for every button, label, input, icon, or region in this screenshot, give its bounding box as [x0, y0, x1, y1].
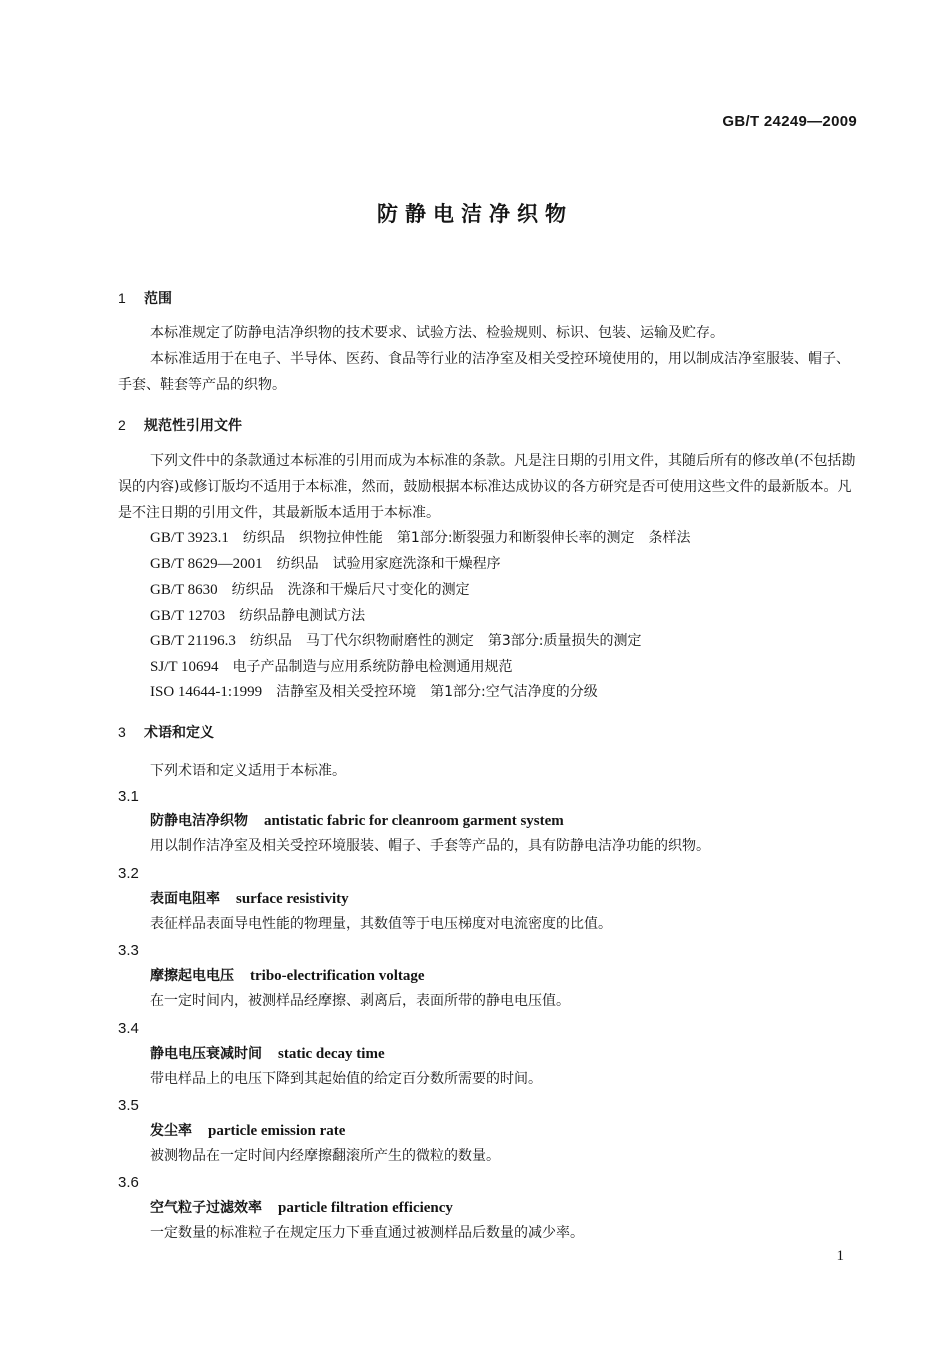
section-title: 规范性引用文件	[144, 418, 242, 434]
term-heading	[150, 1195, 857, 1221]
reference-item	[150, 679, 857, 705]
reference-item	[150, 654, 857, 680]
reference-code: GB/T 12703	[150, 608, 226, 624]
term-number: 3.5	[118, 1097, 139, 1114]
term-zh: 发尘率	[150, 1123, 192, 1139]
section-number: 2	[118, 417, 126, 433]
page-number: 1	[836, 1248, 844, 1264]
section-number: 3	[118, 724, 126, 740]
section-1-heading	[118, 285, 857, 312]
standard-code: GB/T 24249—2009	[722, 113, 857, 130]
term-heading	[150, 963, 857, 989]
term-zh: 静电电压衰减时间	[150, 1046, 262, 1062]
term-definition: 在一定时间内，被测样品经摩擦、剥离后，表面所带的静电电压值。	[150, 993, 570, 1009]
term-zh: 表面电阻率	[150, 891, 220, 907]
term-heading	[150, 1118, 857, 1144]
term-definition: 用以制作洁净室及相关受控环境服装、帽子、手套等产品的，具有防静电洁净功能的织物。	[150, 838, 710, 854]
term-en: antistatic fabric for cleanroom garment system	[264, 813, 564, 829]
term-number: 3.3	[118, 942, 139, 959]
section-number: 1	[118, 290, 126, 306]
reference-title: 电子产品制造与应用系统防静电检测通用规范	[232, 659, 513, 675]
reference-title: 纺织品静电测试方法	[239, 608, 366, 624]
term-number: 3.2	[118, 865, 139, 882]
term-definition: 表征样品表面导电性能的物理量，其数值等于电压梯度对电流密度的比值。	[150, 916, 612, 932]
paragraph: 下列文件中的条款通过本标准的引用而成为本标准的条款。凡是注日期的引用文件，其随后所有的修改单(不包括勘误的内容)或修订版均不适用于本标准，然而，鼓励根据本标准达成协议的各方研究是否可使用这些文件的最新版本。凡是不注日期的引用文件，其最新版本适用于本标准。	[118, 453, 856, 521]
term-number: 3.4	[118, 1020, 139, 1037]
term-en: tribo-electrification voltage	[250, 968, 425, 984]
term-zh: 防静电洁净织物	[150, 813, 248, 829]
term-zh: 空气粒子过滤效率	[150, 1200, 262, 1216]
reference-item	[150, 551, 857, 577]
reference-item	[150, 525, 857, 551]
reference-code: GB/T 8629—2001	[150, 556, 263, 572]
term-en: particle emission rate	[208, 1123, 346, 1139]
reference-item	[150, 603, 857, 629]
section-2-heading	[118, 412, 857, 439]
term-number: 3.6	[118, 1174, 139, 1191]
term-heading	[150, 886, 857, 912]
paragraph: 本标准适用于在电子、半导体、医药、食品等行业的洁净室及相关受控环境使用的，用以制成洁净室服装、帽子、手套、鞋套等产品的织物。	[118, 351, 850, 393]
section-title: 术语和定义	[144, 725, 214, 741]
term-en: static decay time	[278, 1046, 385, 1062]
reference-title: 洁静室及相关受控环境 第1部分:空气洁净度的分级	[276, 684, 598, 700]
section-3-heading	[118, 719, 857, 746]
term-heading	[150, 808, 857, 834]
term-definition: 被测物品在一定时间内经摩擦翻滚所产生的微粒的数量。	[150, 1148, 500, 1164]
reference-item	[150, 577, 857, 603]
reference-code: ISO 14644-1:1999	[150, 684, 263, 700]
term-heading	[150, 1041, 857, 1067]
reference-code: GB/T 8630	[150, 582, 218, 598]
term-zh: 摩擦起电电压	[150, 968, 234, 984]
paragraph: 本标准规定了防静电洁净织物的技术要求、试验方法、检验规则、标识、包装、运输及贮存。	[150, 325, 724, 341]
reference-title: 纺织品 试验用家庭洗涤和干燥程序	[276, 556, 501, 572]
reference-item	[150, 628, 857, 654]
document-title: 防静电洁净织物	[377, 202, 573, 226]
term-number: 3.1	[118, 788, 139, 805]
term-definition: 带电样品上的电压下降到其起始值的给定百分数所需要的时间。	[150, 1071, 542, 1087]
reference-code: GB/T 3923.1	[150, 530, 229, 546]
term-definition: 一定数量的标准粒子在规定压力下垂直通过被测样品后数量的减少率。	[150, 1225, 584, 1241]
reference-code: GB/T 21196.3	[150, 633, 236, 649]
term-en: surface resistivity	[236, 891, 349, 907]
paragraph: 下列术语和定义适用于本标准。	[150, 763, 346, 779]
reference-title: 纺织品 织物拉伸性能 第1部分:断裂强力和断裂伸长率的测定 条样法	[242, 530, 691, 546]
reference-code: SJ/T 10694	[150, 659, 219, 675]
section-title: 范围	[144, 291, 172, 307]
reference-title: 纺织品 洗涤和干燥后尺寸变化的测定	[231, 582, 470, 598]
reference-title: 纺织品 马丁代尔织物耐磨性的测定 第3部分:质量损失的测定	[249, 633, 642, 649]
term-en: particle filtration efficiency	[278, 1200, 453, 1216]
